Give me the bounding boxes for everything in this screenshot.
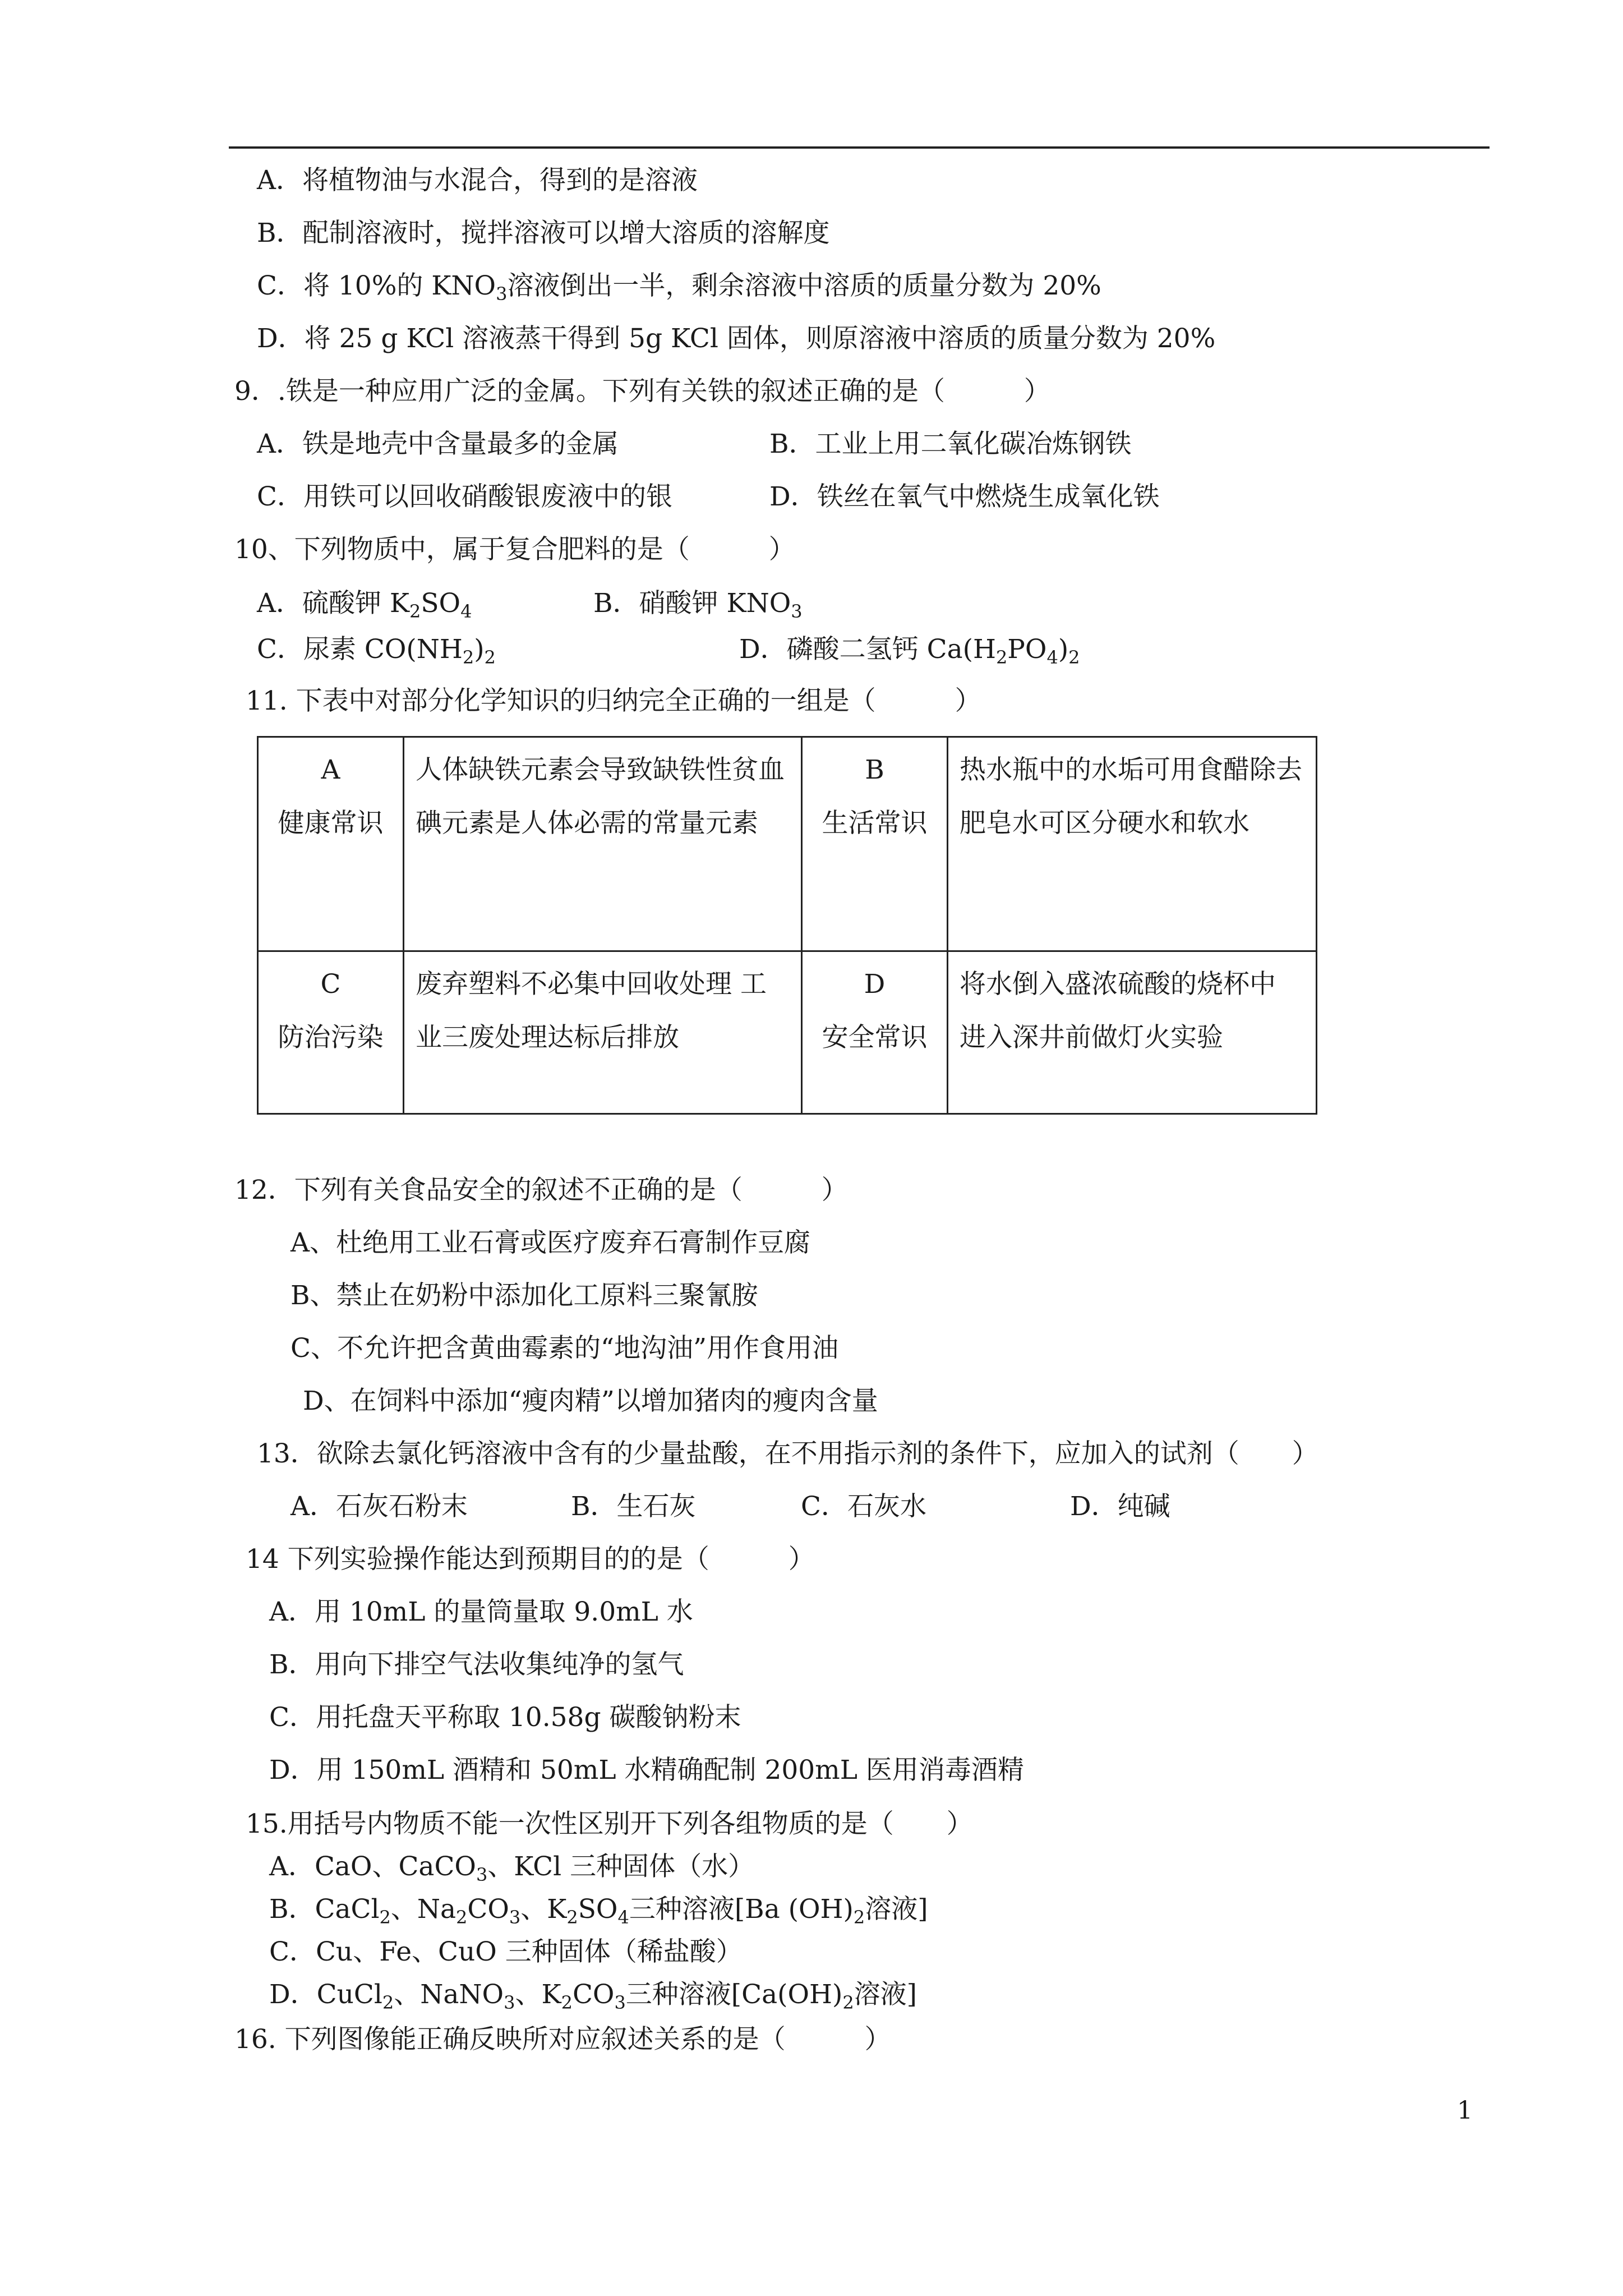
table-row <box>258 737 1317 951</box>
q10-option-b: B．硝酸钾 $KNO_3$ <box>593 588 803 622</box>
q15-stem: 15.用括号内物质不能一次性区别开下列各组物质的是（ ） <box>246 1809 973 1839</box>
q8-option-c: C．将 10%的 $KNO_3$溶液倒出一半，剩余溶液中溶质的质量分数为 20% <box>257 270 1101 305</box>
knowledge-table <box>257 736 1317 1115</box>
q10-options-row-2 <box>257 633 1080 668</box>
q9-option-c: C．用铁可以回收硝酸银废液中的银 <box>257 481 672 512</box>
q9-stem: 9．.铁是一种应用广泛的金属。下列有关铁的叙述正确的是（ ） <box>234 376 1050 407</box>
q9-option-d: D．铁丝在氧气中燃烧生成氧化铁 <box>769 481 1160 512</box>
q10-stem: 10、下列物质中，属于复合肥料的是（ ） <box>234 534 795 565</box>
q9-option-b: B．工业上用二氧化碳冶炼钢铁 <box>769 429 1132 459</box>
q16-stem: 16. 下列图像能正确反映所对应叙述关系的是（ ） <box>234 2024 891 2055</box>
q13-option-b: B．生石灰 <box>571 1491 696 1522</box>
q9-options-row-2 <box>257 480 1160 514</box>
q11-stem: 11. 下表中对部分化学知识的归纳完全正确的一组是（ ） <box>246 685 981 716</box>
q15-option-a: A．CaO、CaCO$_3$、KCl 三种固体（水） <box>269 1851 755 1885</box>
q12-stem: 12．下列有关食品安全的叙述不正确的是（ ） <box>234 1175 848 1205</box>
q13-option-d: D．纯碱 <box>1070 1491 1170 1522</box>
table-cell-b-content: 热水瓶中的水垢可用食醋除去 肥皂水可区分硬水和软水 <box>948 737 1317 951</box>
page-number: 1 <box>1457 2096 1473 2125</box>
header-rule <box>229 146 1490 149</box>
q13-options-row <box>291 1490 1170 1524</box>
q12-option-a: A、杜绝用工业石膏或医疗废弃石膏制作豆腐 <box>291 1227 810 1258</box>
q14-stem: 14 下列实验操作能达到预期目的的是（ ） <box>246 1544 815 1575</box>
q13-option-c: C．石灰水 <box>801 1491 926 1522</box>
q13-stem: 13．欲除去氯化钙溶液中含有的少量盐酸，在不用指示剂的条件下，应加入的试剂（ ） <box>257 1438 1318 1469</box>
table-cell-d-category: D 安全常识 <box>802 951 948 1114</box>
table-cell-c-category: C 防治污染 <box>258 951 404 1114</box>
q12-option-b: B、禁止在奶粉中添加化工原料三聚氰胺 <box>291 1280 758 1311</box>
q12-option-d: D、在饲料中添加“瘦肉精”以增加猪肉的瘦肉含量 <box>303 1386 878 1416</box>
q9-option-a: A．铁是地壳中含量最多的金属 <box>257 429 619 459</box>
q8-option-a: A．将植物油与水混合，得到的是溶液 <box>257 165 698 196</box>
q10-options-row-1 <box>257 587 803 622</box>
q14-option-d: D．用 150mL 酒精和 50mL 水精确配制 200mL 医用消毒酒精 <box>269 1755 1024 1786</box>
q14-option-a: A．用 10mL 的量筒量取 9.0mL 水 <box>269 1596 693 1627</box>
q13-option-a: A．石灰石粉末 <box>291 1491 468 1522</box>
q8-option-b: B．配制溶液时，搅拌溶液可以增大溶质的溶解度 <box>257 218 830 249</box>
q15-option-c: C．Cu、Fe、CuO 三种固体（稀盐酸） <box>269 1936 743 1967</box>
table-cell-c-content: 废弃塑料不必集中回收处理 工业三废处理达标后排放 <box>404 951 802 1114</box>
q14-option-b: B．用向下排空气法收集纯净的氢气 <box>269 1649 684 1680</box>
q8-option-d: D．将 25 g KCl 溶液蒸干得到 5g KCl 固体，则原溶液中溶质的质量分数为 20% <box>257 323 1216 354</box>
table-row <box>258 951 1317 1114</box>
q10-option-c: C．尿素 $CO(NH_2)_2$ <box>257 634 496 668</box>
table-cell-b-category: B 生活常识 <box>802 737 948 951</box>
q10-option-a: A．硫酸钾 $K_2SO_4$ <box>257 588 472 622</box>
table-cell-d-content: 将水倒入盛浓硫酸的烧杯中 进入深井前做灯火实验 <box>948 951 1317 1114</box>
q15-option-b: B．CaCl$_2$、$Na_2CO_3$、$K_2SO_4$三种溶液[Ba $(OH)_2$溶液] <box>269 1894 928 1928</box>
q9-options-row-1 <box>257 427 1132 461</box>
q14-option-c: C．用托盘天平称取 10.58g 碳酸钠粉末 <box>269 1702 741 1733</box>
q15-option-d: D．CuCl$_2$、NaNO$_3$、$K_2CO_3$三种溶液[$Ca(OH)_2$溶液] <box>269 1979 917 2013</box>
q10-option-d: D．磷酸二氢钙 $Ca(H_2PO_4)_2$ <box>739 634 1080 668</box>
table-cell-a-category: A 健康常识 <box>258 737 404 951</box>
q12-option-c: C、不允许把含黄曲霉素的“地沟油”用作食用油 <box>291 1333 839 1364</box>
table-cell-a-content: 人体缺铁元素会导致缺铁性贫血 碘元素是人体必需的常量元素 <box>404 737 802 951</box>
